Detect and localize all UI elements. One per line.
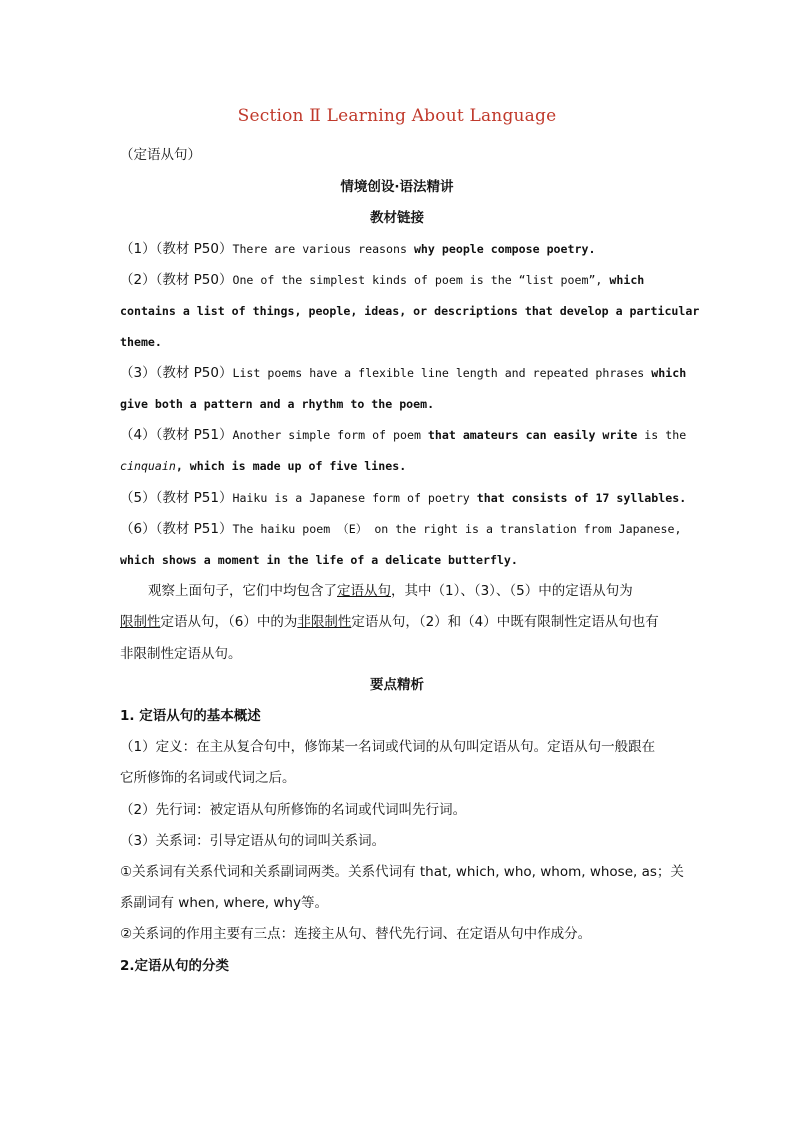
example-text: One of the simplest kinds of poem is the “list poem”,	[232, 273, 610, 287]
observe-line-1	[148, 581, 674, 601]
definition-line-1: （1）定义：在主从复合句中，修饰某一名词或代词的从句叫定语从句。定语从句一般跟在	[120, 739, 656, 755]
italic-term: cinquain	[120, 459, 176, 473]
example-number: （3）	[120, 365, 156, 381]
example-2-line-3: theme.	[120, 335, 162, 349]
relative-types-line-2: 系副词有 when, where, why等。	[120, 895, 328, 911]
example-2-line-2: contains a list of things, people, ideas, or descriptions that develop a particular	[120, 304, 700, 318]
example-4	[120, 425, 687, 445]
underlined-term: 非限制性	[297, 614, 352, 630]
relative-word-line: （3）关系词：引导定语从句的词叫关系词。	[120, 833, 386, 849]
example-5	[120, 488, 687, 508]
example-source: （教材 P51）	[155, 490, 233, 506]
example-source: （教材 P51）	[155, 521, 233, 537]
example-text: Another simple form of poem	[232, 428, 428, 442]
observe-text: 观察上面句子，它们中均包含了	[148, 583, 337, 599]
observe-line-2	[120, 612, 674, 632]
clause-highlight: which	[651, 366, 687, 380]
key-points-heading: 要点精析	[370, 677, 424, 693]
definition-line-2: 它所修饰的名词或代词之后。	[120, 770, 296, 786]
underlined-term: 定语从句	[337, 583, 391, 599]
example-6-line-2: which shows a moment in the life of a delicate butterfly.	[120, 553, 518, 567]
observe-text: ，其中（1）、（3）、（5）中的定语从句为	[391, 583, 633, 599]
observe-line-3: 非限制性定语从句。	[120, 646, 242, 662]
example-number: （2）	[120, 272, 156, 288]
subtitle: （定语从句）	[120, 147, 201, 163]
antecedent-line: （2）先行词：被定语从句所修饰的名词或代词叫先行词。	[120, 802, 467, 818]
example-number: （4）	[120, 427, 156, 443]
relative-function-line: ②关系词的作用主要有三点：连接主从句、替代先行词、在定语从句中作成分。	[120, 926, 592, 942]
relative-types-line-1: ①关系词有关系代词和关系副词两类。关系代词有 that, which, who, whom, whose, as；关	[120, 864, 684, 880]
example-2	[120, 270, 674, 290]
example-source: （教材 P50）	[155, 241, 233, 257]
example-text: The haiku poem （E） on the right is a translation from Japanese,	[232, 522, 682, 536]
section-heading: 情境创设·语法精讲	[340, 179, 454, 195]
clause-highlight: why people compose poetry.	[413, 242, 596, 256]
clause-highlight: that consists of 17 syllables.	[476, 491, 687, 505]
example-text: There are various reasons	[232, 242, 414, 256]
observe-text: 定语从句，（6）中的为	[160, 614, 298, 630]
example-3-line-2: give both a pattern and a rhythm to the poem.	[120, 397, 435, 411]
textbook-heading: 教材链接	[370, 210, 424, 226]
underlined-term: 限制性	[120, 614, 161, 630]
example-number: （6）	[120, 521, 156, 537]
example-text: Haiku is a Japanese form of poetry	[232, 491, 477, 505]
example-text: List poems have a flexible line length and repeated phrases	[232, 366, 652, 380]
point-1-heading: 1. 定语从句的基本概述	[120, 708, 261, 724]
clause-highlight: which	[609, 273, 645, 287]
example-number: （1）	[120, 241, 156, 257]
example-6	[120, 519, 682, 539]
section-title: Section Ⅱ Learning About Language	[237, 106, 557, 126]
example-4-line-2	[120, 456, 674, 476]
example-text-tail: is the	[637, 428, 687, 442]
example-3	[120, 363, 687, 383]
example-source: （教材 P50）	[155, 272, 233, 288]
example-number: （5）	[120, 490, 156, 506]
clause-highlight: that amateurs can easily write	[427, 428, 638, 442]
example-1	[120, 239, 674, 259]
observe-text: 定语从句，（2）和（4）中既有限制性定语从句也有	[351, 614, 659, 630]
example-source: （教材 P50）	[155, 365, 233, 381]
example-source: （教材 P51）	[155, 427, 233, 443]
point-2-heading: 2.定语从句的分类	[120, 958, 230, 974]
clause-highlight: , which is made up of five lines.	[175, 459, 407, 473]
